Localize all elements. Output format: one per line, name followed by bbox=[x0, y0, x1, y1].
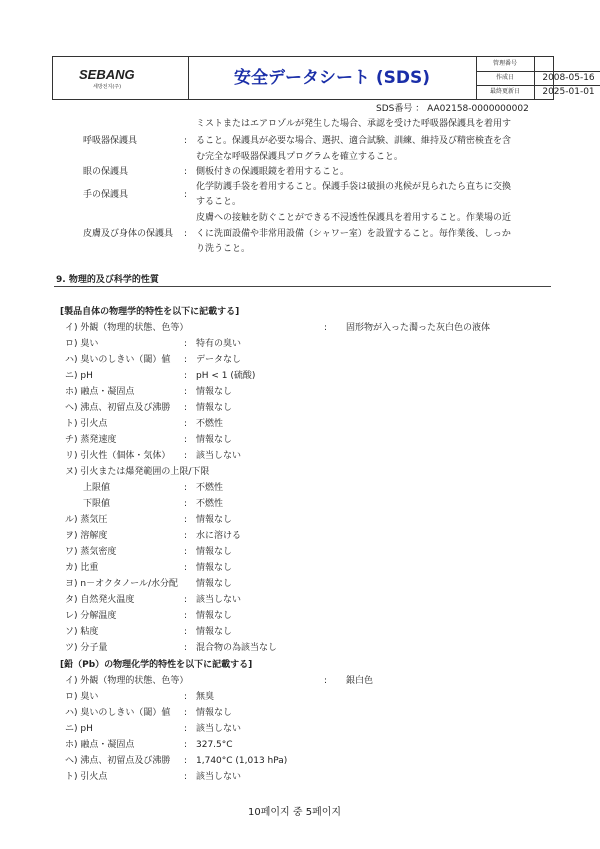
property-value: 情報なし bbox=[196, 435, 233, 445]
section-9-title: 9. 物理的及び科学的性質 bbox=[56, 275, 159, 285]
colon: : bbox=[184, 547, 188, 557]
respiratory-text-2: む完全な呼吸器保護具プログラムを確立すること。 bbox=[196, 152, 403, 162]
colon: : bbox=[184, 772, 188, 782]
property-value: 不燃性 bbox=[196, 483, 224, 493]
property-label: イ) 外観（物理的状態、色等） bbox=[65, 323, 189, 333]
property-label: ニ) pH bbox=[65, 371, 93, 381]
meta-row-created bbox=[476, 71, 600, 86]
colon: : bbox=[184, 515, 188, 525]
meta-row-control-number bbox=[476, 57, 600, 72]
meta-label: 最終更新日 bbox=[476, 85, 535, 99]
page-number: 10페이지 중 5페이지 bbox=[248, 807, 342, 818]
property-value: データなし bbox=[196, 355, 242, 365]
colon: : bbox=[184, 595, 188, 605]
logo-subtitle: 세방전지(주) bbox=[93, 84, 122, 90]
meta-value bbox=[534, 57, 600, 71]
colon: : bbox=[184, 627, 188, 637]
respiratory-text-1: ること。保護具が必要な場合、選択、適合試験、訓練、維持及び精密検査を含 bbox=[196, 136, 512, 146]
colon: : bbox=[184, 724, 188, 734]
eye-label: 眼の保護具 bbox=[83, 167, 129, 177]
property-label: イ) 外観（物理的状態、色等） bbox=[65, 676, 189, 686]
hand-text-2: すること。 bbox=[196, 197, 242, 207]
property-label: ホ) 融点・凝固点 bbox=[65, 387, 135, 397]
colon: : bbox=[184, 692, 188, 702]
property-label: ト) 引火点 bbox=[65, 772, 108, 782]
colon: : bbox=[184, 229, 188, 239]
colon: : bbox=[184, 483, 188, 493]
meta-label: 管理番号 bbox=[476, 57, 535, 71]
colon: : bbox=[184, 740, 188, 750]
property-label: ワ) 蒸気密度 bbox=[65, 547, 117, 557]
property-label: 上限値 bbox=[83, 483, 111, 493]
colon: : bbox=[184, 435, 188, 445]
meta-label: 作成日 bbox=[476, 71, 535, 85]
colon: : bbox=[324, 676, 328, 686]
colon: : bbox=[184, 643, 188, 653]
property-value: 情報なし bbox=[196, 387, 233, 397]
property-value: 水に溶ける bbox=[196, 531, 242, 541]
sds-number-value: AA02158-0000000002 bbox=[427, 104, 529, 114]
colon: : bbox=[184, 708, 188, 718]
company-logo bbox=[53, 57, 189, 99]
skin-text-2: くに洗面設備や非常用設備（シャワー室）を設置すること。毎作業後、しっか bbox=[196, 229, 511, 239]
property-label: ヘ) 沸点、初留点及び沸勝 bbox=[65, 756, 171, 766]
property-label: ヨ) n－オクタノール/水分配 bbox=[65, 579, 179, 589]
property-value: 情報なし bbox=[196, 611, 233, 621]
property-label: カ) 比重 bbox=[65, 563, 99, 573]
property-label: リ) 引火性（個体・気体） bbox=[65, 451, 171, 461]
property-label: ロ) 臭い bbox=[65, 339, 99, 349]
property-value: 1,740°C (1,013 hPa) bbox=[196, 756, 288, 766]
property-value: 情報なし bbox=[196, 563, 233, 573]
property-label: ニ) pH bbox=[65, 724, 93, 734]
property-label: ロ) 臭い bbox=[65, 692, 99, 702]
colon: : bbox=[184, 531, 188, 541]
respiratory-label: 呼吸器保護具 bbox=[83, 136, 138, 146]
property-value: 固形物が入った濁った灰白色の液体 bbox=[346, 323, 491, 333]
property-value: 該当しない bbox=[196, 451, 242, 461]
property-value: 情報なし bbox=[196, 403, 233, 413]
property-label: ル) 蒸気圧 bbox=[65, 515, 108, 525]
colon: : bbox=[184, 499, 188, 509]
property-label: ハ) 臭いのしきい（閾）値 bbox=[65, 708, 171, 718]
property-label: ソ) 粘度 bbox=[65, 627, 99, 637]
eye-text-1: 側板付きの保護眼鏡を着用すること。 bbox=[196, 167, 350, 177]
property-label: チ) 蒸発速度 bbox=[65, 435, 117, 445]
property-label: ヘ) 沸点、初留点及び沸勝 bbox=[65, 403, 171, 413]
property-value: 銀白色 bbox=[346, 676, 374, 686]
colon: : bbox=[184, 756, 188, 766]
colon: : bbox=[184, 387, 188, 397]
meta-value: 2008-05-16 bbox=[542, 73, 595, 83]
property-value: 該当しない bbox=[196, 595, 242, 605]
colon: : bbox=[184, 355, 188, 365]
property-value: 情報なし bbox=[196, 627, 233, 637]
property-value: pH < 1 (硫酸) bbox=[196, 371, 256, 381]
property-value: 327.5°C bbox=[196, 740, 233, 750]
property-label: ホ) 融点・凝固点 bbox=[65, 740, 135, 750]
skin-text-3: り洗うこと。 bbox=[196, 244, 251, 254]
document-header bbox=[52, 56, 595, 100]
property-label: ヌ) 引火または爆発範囲の上限/下限 bbox=[65, 467, 210, 477]
document-meta-table bbox=[476, 57, 595, 99]
property-value: 該当しない bbox=[196, 772, 242, 782]
colon: : bbox=[184, 339, 188, 349]
property-value: 特有の臭い bbox=[196, 339, 242, 349]
document-title: 安全データシート (SDS) bbox=[188, 57, 477, 99]
property-value: 無臭 bbox=[196, 692, 215, 702]
colon: : bbox=[184, 190, 188, 200]
logo-brand: SEBANG bbox=[79, 67, 135, 82]
property-label: ハ) 臭いのしきい（閾）値 bbox=[65, 355, 171, 365]
property-label: ト) 引火点 bbox=[65, 419, 108, 429]
hand-text-1: 化学防護手袋を着用すること。保護手袋は破損の兆候が見られたら直ちに交換 bbox=[196, 182, 512, 192]
colon: : bbox=[184, 403, 188, 413]
property-value: 情報なし bbox=[196, 579, 233, 589]
property-value: 情報なし bbox=[196, 547, 233, 557]
colon: : bbox=[184, 451, 188, 461]
colon: : bbox=[184, 136, 188, 146]
protection-intro-line: ミストまたはエアロゾルが発生した場合、承認を受けた呼吸器保護具を着用す bbox=[196, 119, 512, 129]
property-value: 不燃性 bbox=[196, 499, 224, 509]
colon: : bbox=[184, 563, 188, 573]
product-properties-heading: [製品自体の物理学的特性を以下に記載する] bbox=[60, 307, 240, 317]
section-divider bbox=[54, 286, 551, 287]
skin-text-1: 皮膚への接触を防ぐことができる不浸透性保護具を着用すること。作業場の近 bbox=[196, 213, 512, 223]
sds-number bbox=[376, 103, 529, 115]
property-value: 情報なし bbox=[196, 515, 233, 525]
property-value: 不燃性 bbox=[196, 419, 224, 429]
property-label: 下限値 bbox=[83, 499, 111, 509]
property-value: 混合物の為該当なし bbox=[196, 643, 278, 653]
colon: : bbox=[324, 323, 328, 333]
property-label: ツ) 分子量 bbox=[65, 643, 108, 653]
colon: : bbox=[184, 611, 188, 621]
property-label: タ) 自然発火温度 bbox=[65, 595, 135, 605]
colon: : bbox=[184, 419, 188, 429]
colon: : bbox=[184, 371, 188, 381]
hand-label: 手の保護具 bbox=[83, 190, 129, 200]
property-value: 情報なし bbox=[196, 708, 233, 718]
skin-label: 皮膚及び身体の保護具 bbox=[83, 229, 174, 239]
property-value: 該当しない bbox=[196, 724, 242, 734]
colon: : bbox=[184, 167, 188, 177]
property-label: ヲ) 溶解度 bbox=[65, 531, 108, 541]
sds-number-label: SDS番号 ： bbox=[376, 104, 425, 114]
lead-properties-heading: [鉛（Pb）の物理化学的特性を以下に記載する] bbox=[60, 660, 253, 670]
property-label: レ) 分解温度 bbox=[65, 611, 117, 621]
meta-row-updated bbox=[476, 85, 600, 99]
meta-value: 2025-01-01 bbox=[542, 87, 595, 97]
